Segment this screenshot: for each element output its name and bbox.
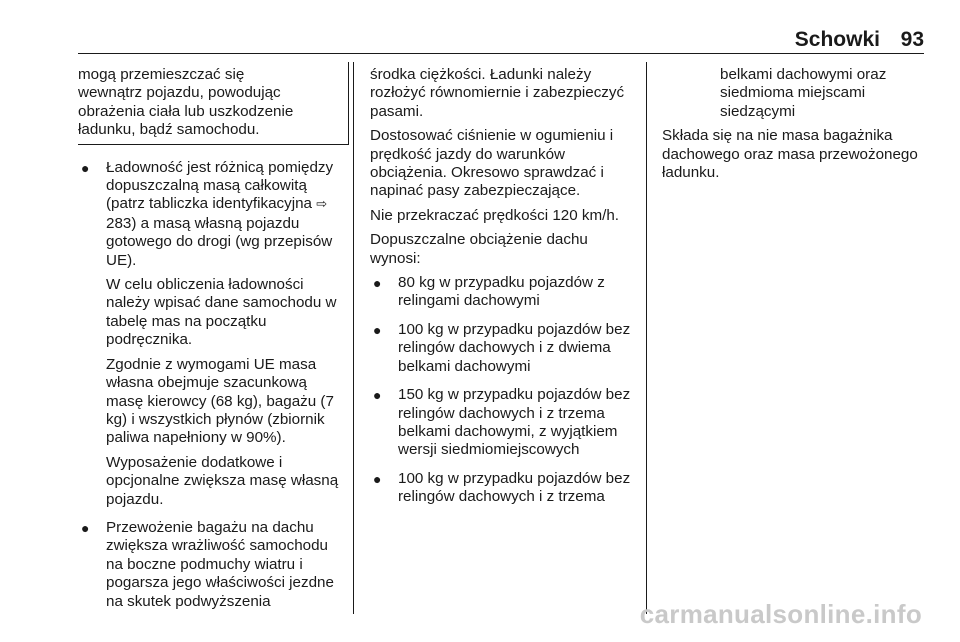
column-left [78, 62, 344, 621]
list-item [370, 386, 638, 460]
paragraph: Przewożenie bagażu na dachu zwiększa wrażliwość samochodu na boczne podmuchy wiatru i pogarsza jego właściwości jezdne na skutek podwyższenia [106, 518, 334, 610]
bullet-icon: ● [373, 321, 382, 338]
list-item [370, 321, 638, 376]
column-divider-1 [353, 62, 354, 614]
paragraph: Dostosować ciśnienie w ogumieniu i prędkość jazdy do warunków obciążenia. Okresowo sprawdzać i napinać pasy zabezpieczające. [370, 127, 614, 200]
bullet-icon: ● [81, 159, 90, 176]
warning-line: ładunku, bądź samochodu. [78, 121, 260, 139]
list-item-text: 100 kg w przypadku pojazdów bez relingów dachowych i z trzema [398, 469, 631, 506]
page-number: 93 [900, 28, 924, 51]
paragraph: Zgodnie z wymogami UE masa własna obejmuje szacunkową masę kierowcy (68 kg), bagażu (7 kg) i wszystkich płynów (zbiornik paliwa napełniony w 90%). [106, 355, 334, 447]
list-item-text: 150 kg w przypadku pojazdów bez relingów dachowych i z trzema belkami dachowymi, z wyjątkiem wersji siedmiomiejscowych [398, 386, 631, 459]
paragraph: Wyposażenie dodatkowe i opcjonalne zwiększa masę własną pojazdu. [106, 453, 339, 508]
bullet-icon: ● [373, 387, 382, 404]
paragraph: Ładowność jest różnicą pomiędzy dopuszczalną masą całkowitą (patrz tabliczka identyfikacyjna ⇨ 283) a masą własną pojazdu gotowego do drogi (wg przepisów UE). [106, 158, 334, 269]
list-item-continuation: belkami dachowymi oraz siedmioma miejscami siedzącymi [720, 66, 887, 120]
warning-box [78, 62, 349, 145]
page-title: Schowki [794, 28, 880, 51]
warning-line: wewnątrz pojazdu, powodując [78, 84, 281, 102]
list-item-text: 80 kg w przypadku pojazdów z relingami dachowymi [398, 274, 605, 310]
paragraph: Nie przekraczać prędkości 120 km/h. [370, 206, 620, 224]
paragraph: Dopuszczalne obciążenie dachu wynosi: [370, 231, 588, 267]
watermark: carmanualsonline.info [639, 599, 922, 629]
column-middle [370, 66, 638, 517]
paragraph: W celu obliczenia ładowności należy wpisać dane samochodu w tabelę mas na początku podręcznika. [106, 276, 337, 349]
list-item-text: 100 kg w przypadku pojazdów bez relingów dachowych i z dwiema belkami dachowymi [398, 320, 631, 375]
paragraph: Składa się na nie masa bagażnika dachowego oraz masa przewożonego ładunku. [662, 127, 918, 182]
list-item [370, 470, 638, 507]
bullet-icon: ● [373, 470, 382, 487]
column-divider-2 [646, 62, 647, 614]
page-reference-icon[interactable]: ⇨ [316, 197, 328, 213]
list-item [78, 159, 344, 509]
header-rule [78, 53, 924, 54]
list-item [370, 274, 638, 311]
bullet-icon: ● [373, 275, 382, 292]
column-right [662, 66, 924, 188]
warning-line: obrażenia ciała lub uszkodzenie [78, 102, 294, 120]
paragraph: środka ciężkości. Ładunki należy rozłożyć równomiernie i zabezpieczyć pasami. [370, 66, 625, 120]
list-item [78, 519, 344, 611]
warning-line: mogą przemieszczać się [78, 66, 245, 83]
bullet-icon: ● [81, 519, 90, 536]
